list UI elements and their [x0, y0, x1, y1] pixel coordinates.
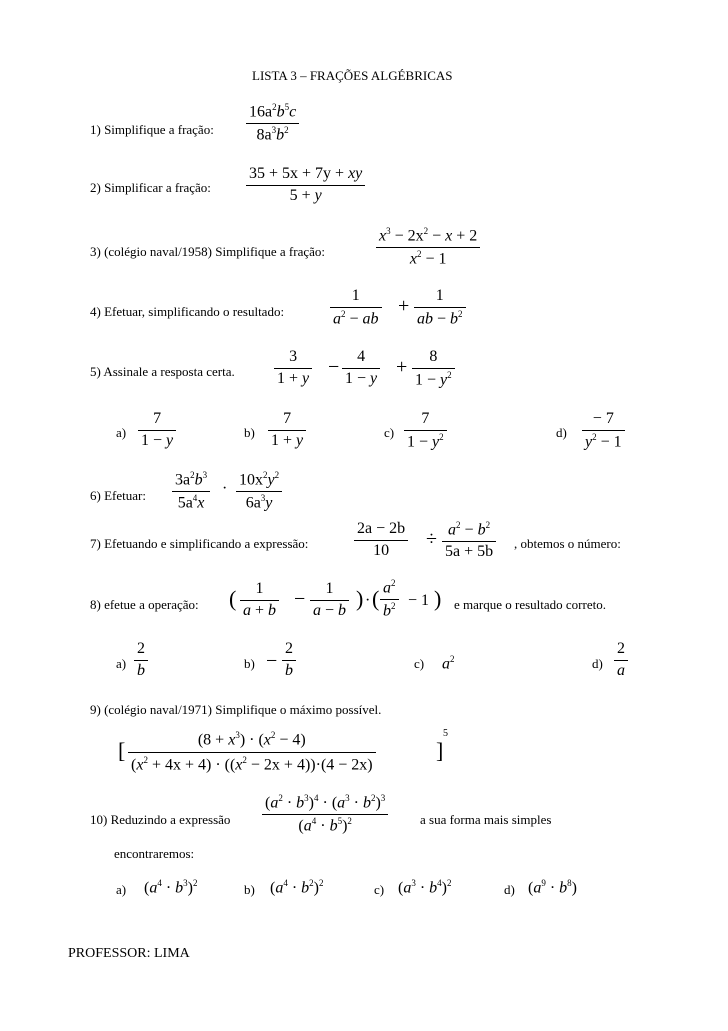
- page-title: LISTA 3 – FRAÇÕES ALGÉBRICAS: [252, 68, 453, 83]
- q8-option-b: 2 b: [282, 640, 296, 680]
- q10-option-d: $(a^9 \cdot b^8)$: [528, 878, 577, 897]
- q5-fraction-2: 4 1 − y: [342, 348, 380, 388]
- q1-label: 1) Simplifique a fração:: [90, 122, 214, 137]
- q5-option-d: − 7 $y^2 - 1$: [582, 410, 625, 451]
- q10-label: 10) Reduzindo a expressão: [90, 812, 231, 827]
- q8-fraction-2: 1 a − b: [310, 580, 349, 620]
- q10-option-c: $(a^3 \cdot b^4)^2$: [398, 878, 452, 897]
- q10-line2: encontraremos:: [114, 846, 195, 861]
- q7-label: 7) Efetuando e simplificando a expressão:: [90, 536, 309, 551]
- q5-minus: −: [328, 356, 340, 378]
- q5-option-b: 7 1 + y: [268, 410, 306, 450]
- q9-bracket-open: [: [118, 738, 126, 763]
- q3-fraction: $x^3 - 2x^2 - x + 2$ $x^2 - 1$: [376, 226, 480, 269]
- q8-option-a-label: a): [116, 656, 127, 671]
- q6-dot: ·: [222, 480, 228, 497]
- q8-option-d: 2 a: [614, 640, 628, 680]
- q10-option-c-label: c): [374, 882, 385, 897]
- q6-fraction-2: $10x^2y^2$ $6a^3y$: [236, 470, 282, 513]
- q9-label: 9) (colégio naval/1971) Simplifique o máximo possível.: [90, 702, 382, 717]
- q5-option-b-label: b): [244, 425, 255, 440]
- q8-minus-one: − 1: [408, 592, 430, 609]
- q8-option-c-label: c): [414, 656, 425, 671]
- q8-dot: ·: [365, 592, 371, 609]
- q5-option-d-label: d): [556, 425, 567, 440]
- q7-divide: ÷: [426, 528, 437, 550]
- q10-suffix: a sua forma mais simples: [420, 812, 552, 827]
- q3-label: 3) (colégio naval/1958) Simplifique a fração:: [90, 244, 326, 259]
- q4-fraction-1: 1 $a^2$ − ab: [330, 287, 382, 328]
- q5-label: 5) Assinale a resposta certa.: [90, 364, 235, 379]
- q1-fraction: $16a^2b^5c$ $8a^3b^2$: [246, 102, 299, 145]
- q7-suffix: , obtemos o número:: [514, 536, 621, 551]
- q8-option-d-label: d): [592, 656, 603, 671]
- q4-fraction-2: 1 ab − $b^2$: [414, 287, 466, 328]
- q8-label: 8) efetue a operação:: [90, 597, 199, 612]
- q10-fraction: $(a^2 \cdot b^3)^4 \cdot (a^3 \cdot b^2)^3$ $(a^4 \cdot b^5)^2$: [262, 793, 388, 836]
- q9-exponent: 5: [443, 728, 448, 739]
- q5-fraction-1: 3 1 + y: [274, 348, 312, 388]
- q8-paren-open-2: (: [372, 586, 380, 611]
- q2-fraction: 35 + 5x + 7y + xy 5 + y: [246, 165, 365, 205]
- q6-fraction-1: $3a^2b^3$ $5a^4x$: [172, 470, 210, 513]
- q9-bracket-close: ]: [436, 738, 444, 763]
- q8-fraction-1: 1 a + b: [240, 580, 279, 620]
- q4-label: 4) Efetuar, simplificando o resultado:: [90, 304, 285, 319]
- q4-plus: +: [398, 295, 410, 317]
- q9-fraction: $(8 + x^3) \cdot (x^2 - 4)$ $(x^2 + 4x + 4) \cdot ((x^2 - 2x + 4))\cdot(4 - 2x)$: [128, 730, 376, 775]
- q5-option-c: 7 $1 - y^2$: [404, 410, 447, 451]
- q10-option-b-label: b): [244, 882, 255, 897]
- q10-option-d-label: d): [504, 882, 515, 897]
- q5-option-c-label: c): [384, 425, 395, 440]
- q8-option-a: 2 b: [134, 640, 148, 680]
- q8-suffix: e marque o resultado correto.: [454, 597, 606, 612]
- q8-paren-open: (: [229, 586, 237, 611]
- q6-label: 6) Efetuar:: [90, 488, 146, 503]
- footer-professor: PROFESSOR: LIMA: [68, 946, 190, 961]
- q7-fraction-1: 2a − 2b 10: [354, 520, 408, 560]
- q5-option-a-label: a): [116, 425, 127, 440]
- q8-fraction-3: $a^2$ $b^2$: [380, 578, 399, 621]
- q10-option-a-label: a): [116, 882, 127, 897]
- q5-plus: +: [396, 356, 408, 378]
- q8-option-c: $a^2$: [442, 654, 455, 673]
- q5-fraction-3: 8 $1 - y^2$: [412, 348, 455, 389]
- q8-minus: −: [294, 588, 306, 610]
- q8-paren-close-2: ): [434, 586, 442, 611]
- q8-paren-close: ): [356, 586, 364, 611]
- q2-label: 2) Simplificar a fração:: [90, 180, 211, 195]
- q10-option-b: $(a^4 \cdot b^2)^2$: [270, 878, 324, 897]
- q7-fraction-2: $a^2 - b^2$ 5a + 5b: [442, 520, 496, 561]
- q8-option-b-minus: −: [266, 650, 278, 672]
- q10-option-a: $(a^4 \cdot b^3)^2$: [144, 878, 198, 897]
- q5-option-a: 7 1 − y: [138, 410, 176, 450]
- q8-option-b-label: b): [244, 656, 255, 671]
